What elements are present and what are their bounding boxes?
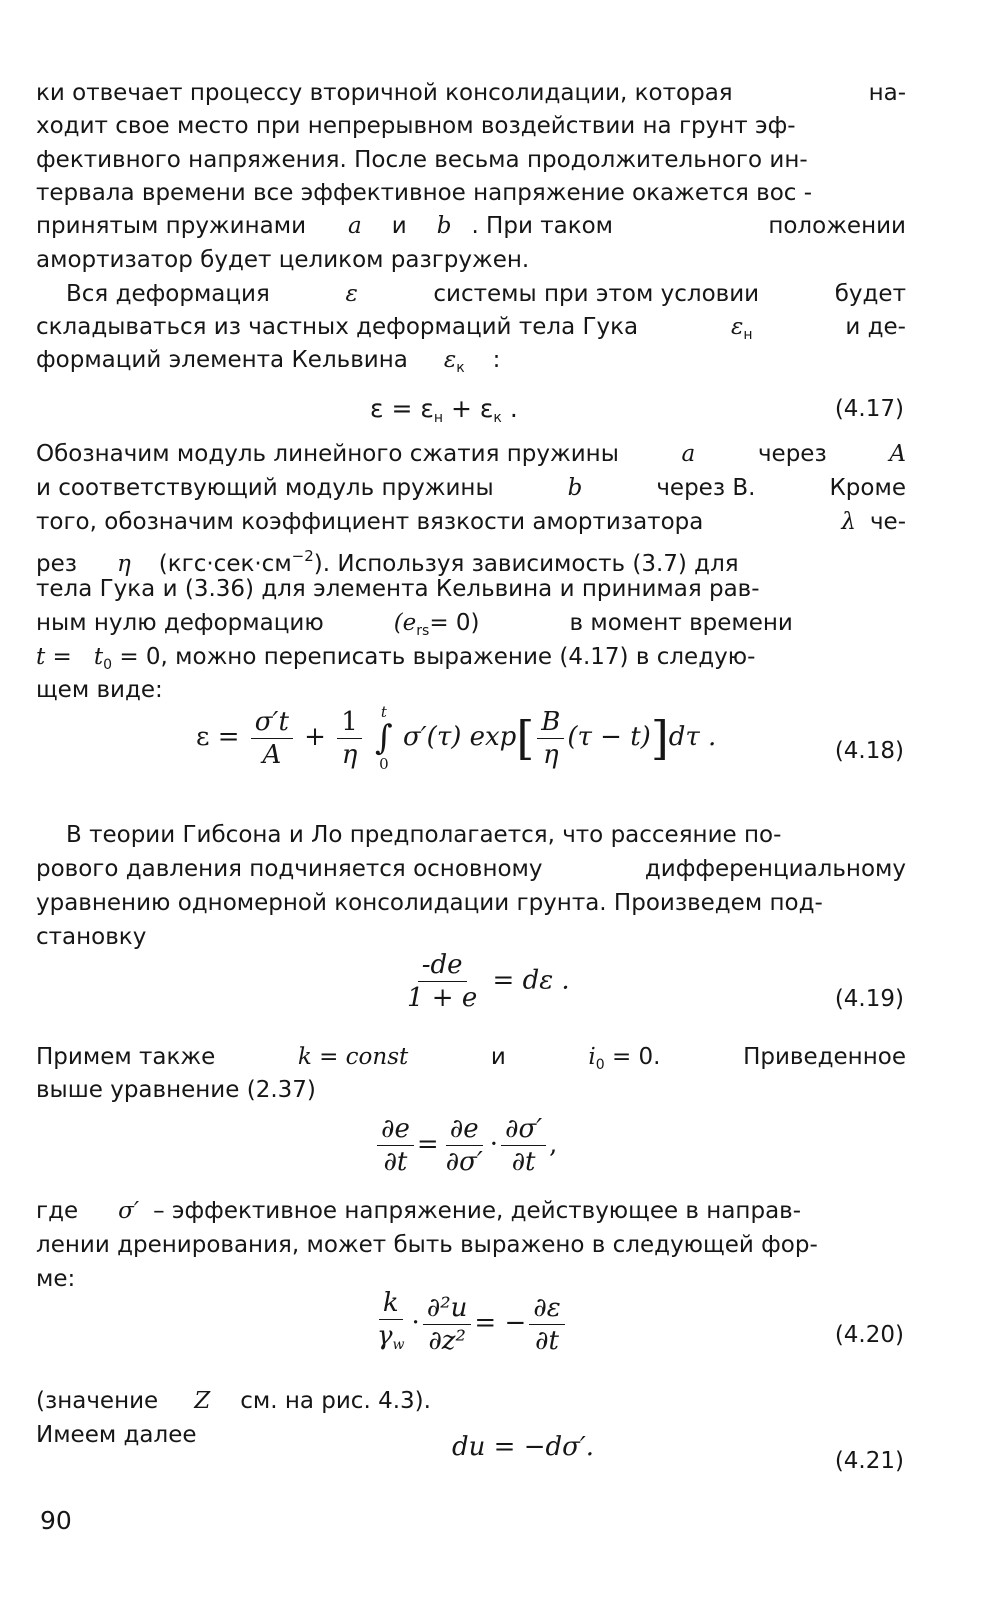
text-line: ным нулю деформацию $(e_{rs}= 0)$ в момент времени bbox=[36, 610, 793, 639]
text-line: ходит свое место при непрерывном воздействии на грунт эф- bbox=[36, 113, 796, 139]
equation-4-17: $\varepsilon = \varepsilon_н + \varepsilon_к$ . bbox=[370, 394, 518, 426]
text-line: амортизатор будет целиком разгружен. bbox=[36, 247, 530, 273]
equation-4-18: ε = $\frac{\sigma't}{A}$ + $\frac{1}{\eta}$ t ∫ 0 σ′(τ) exp[ $\frac{B}{\eta}$ (τ − t)]dτ . bbox=[196, 703, 717, 773]
text-line: ме: bbox=[36, 1266, 76, 1292]
equation-4-21: du = −dσ′. bbox=[452, 1432, 595, 1462]
equation-number: (4.21) bbox=[834, 1448, 904, 1474]
text-line: принятым пружинами a и b . При таком положении bbox=[36, 213, 906, 239]
equation-4-20: $\frac{k}{\gamma_w}$ · $\frac{\text{∂²u}}{\text{∂z²}}$ = − $\frac{\partial\varepsilon}{\partial t}$ bbox=[370, 1288, 568, 1360]
text-line: Вся деформация ε системы при этом условии будет bbox=[66, 281, 906, 307]
text-line: складываться из частных деформаций тела Гука $\varepsilon_н$ и де- bbox=[36, 314, 906, 343]
text-line: Примем также k = const и $i_0 = 0$. Приведенное bbox=[36, 1044, 906, 1073]
text-line: уравнению одномерной консолидации грунта. Произведем под- bbox=[36, 890, 823, 916]
text-line: где σ′ – эффективное напряжение, действующее в направ- bbox=[36, 1198, 802, 1224]
text-line: выше уравнение (2.37) bbox=[36, 1077, 316, 1103]
page-number: 90 bbox=[40, 1506, 72, 1535]
text-line: формаций элемента Кельвина $\varepsilon_к$ : bbox=[36, 347, 501, 376]
text-line: рез η $(кгс\cdot сек\cdot см^{-2})$. Используя зависимость (3.7) для bbox=[36, 547, 739, 577]
text-line: Обозначим модуль линейного сжатия пружины a через A bbox=[36, 441, 906, 467]
equation-number: (4.17) bbox=[834, 396, 904, 422]
text-line: Имеем далее bbox=[36, 1422, 197, 1448]
equation-number: (4.20) bbox=[834, 1322, 904, 1348]
equation-number: (4.18) bbox=[834, 738, 904, 764]
text-line: рового давления подчиняется основному дифференциальному bbox=[36, 856, 906, 882]
text-line: лении дренирования, может быть выражено в следующей фор- bbox=[36, 1232, 818, 1258]
text-line: (значение Z см. на рис. 4.3). bbox=[36, 1388, 431, 1414]
equation-chain-rule: $\frac{\partial e}{\partial t}$ = $\frac{\partial e}{\partial\sigma'}$ · $\frac{\partial\sigma'}{\partial t}$ , bbox=[374, 1114, 557, 1177]
text-line: $t = t_0 = 0$, можно переписать выражение (4.17) в следую- bbox=[36, 644, 756, 673]
equation-4-19: $\frac{-de}{1 + e}$ = dε . bbox=[407, 950, 570, 1013]
text-line: фективного напряжения. После весьма продолжительного ин- bbox=[36, 147, 808, 173]
text-line: щем виде: bbox=[36, 677, 163, 703]
text-line: тела Гука и (3.36) для элемента Кельвина и принимая рав- bbox=[36, 576, 760, 602]
equation-number: (4.19) bbox=[834, 986, 904, 1012]
text-line: того, обозначим коэффициент вязкости амортизатора λ че- bbox=[36, 509, 906, 535]
text-line: и соответствующий модуль пружины b через B. Кроме bbox=[36, 475, 906, 501]
text-line: тервала времени все эффективное напряжение окажется вос - bbox=[36, 180, 813, 206]
text-line: становку bbox=[36, 924, 147, 950]
text-line: ки отвечает процессу вторичной консолидации, которая на- bbox=[36, 80, 906, 106]
text-line: В теории Гибсона и Ло предполагается, что рассеяние по- bbox=[66, 822, 782, 848]
